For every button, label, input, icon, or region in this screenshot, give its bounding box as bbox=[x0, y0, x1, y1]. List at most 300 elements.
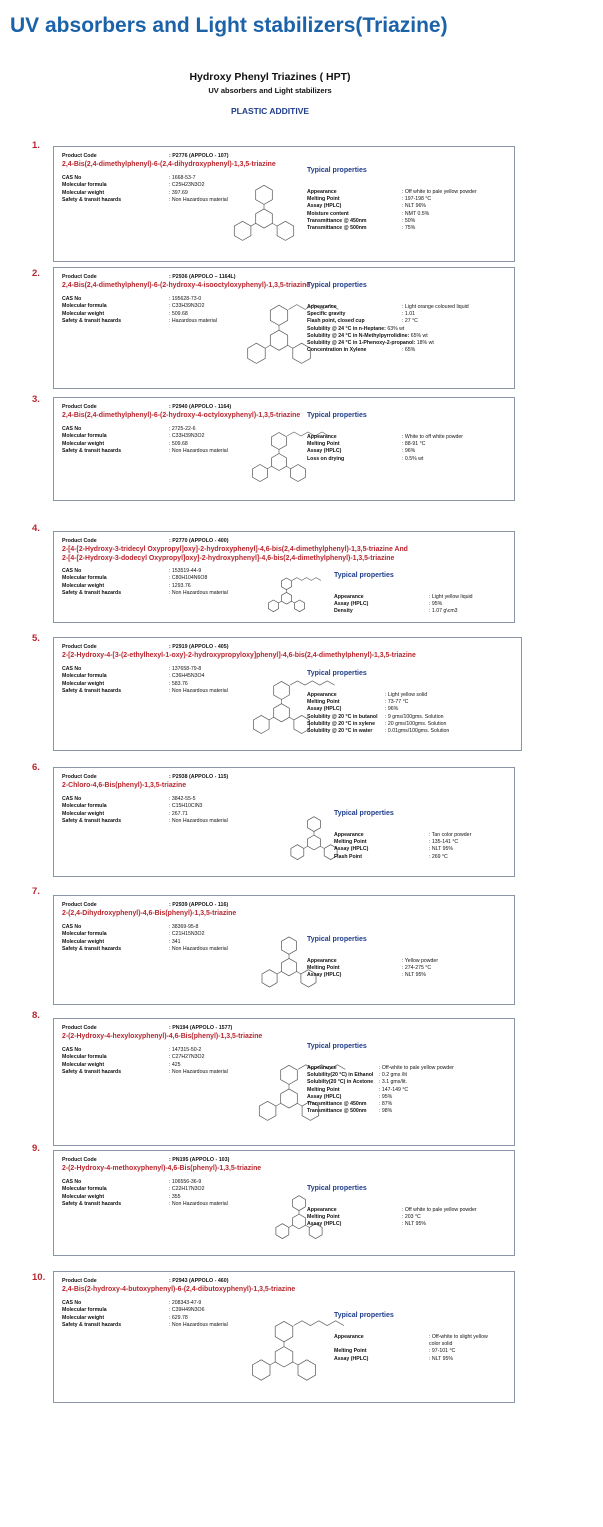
property-value: : 147-149 °C bbox=[379, 1086, 409, 1093]
formula-row bbox=[62, 673, 228, 680]
property-name: Melting Point bbox=[307, 196, 340, 203]
chemical-name: 2,4-Bis(2,4-dimethylphenyl)-6-(2,4-dihydroxyphenyl)-1,3,5-triazine bbox=[62, 161, 276, 168]
formula-row-label: Molecular formula bbox=[62, 182, 107, 189]
formula-row bbox=[62, 803, 228, 810]
safety-row-label: Safety & transit hazards bbox=[62, 1069, 122, 1076]
product-code-label: Product Code bbox=[62, 274, 97, 280]
property-name: Appearance bbox=[307, 189, 337, 195]
weight-row bbox=[62, 681, 228, 688]
property-row bbox=[307, 340, 469, 347]
product-card bbox=[53, 1271, 515, 1403]
product-code-label: Product Code bbox=[62, 404, 97, 410]
property-value: : 96% bbox=[402, 448, 416, 455]
product-code-label: Product Code bbox=[62, 1278, 97, 1284]
safety-row bbox=[62, 318, 217, 325]
formula-row-label: Molecular formula bbox=[62, 303, 107, 310]
property-row bbox=[307, 692, 449, 699]
weight-row-value: : 629.78 bbox=[169, 1314, 188, 1321]
phenyl-ring bbox=[268, 600, 278, 612]
cas-row-label: CAS No bbox=[62, 924, 82, 930]
property-value: : 3.1 gms/lit. bbox=[379, 1079, 407, 1086]
property-row bbox=[307, 1072, 454, 1079]
safety-row bbox=[62, 1201, 228, 1208]
safety-row-label: Safety & transit hazards bbox=[62, 818, 122, 825]
property-row bbox=[307, 1087, 454, 1094]
property-value: : 95% bbox=[379, 1093, 393, 1100]
product-number: 3. bbox=[32, 394, 40, 405]
product-number: 10. bbox=[32, 1272, 46, 1283]
formula-row bbox=[62, 931, 228, 938]
safety-row bbox=[62, 1322, 228, 1329]
property-name: Transmittance @ 450nm bbox=[307, 217, 367, 224]
property-row bbox=[307, 714, 449, 721]
property-name: Melting Point bbox=[307, 965, 340, 972]
property-name: Appearance bbox=[307, 304, 337, 310]
property-name: Assay (HPLC) bbox=[307, 1221, 342, 1228]
weight-row bbox=[62, 1315, 228, 1322]
product-code-value: : P2938 (APPOLO - 115) bbox=[169, 774, 229, 780]
property-value: : Tan color powder bbox=[429, 832, 472, 838]
product-code-value: : P2770 (APPOLO - 400) bbox=[169, 538, 229, 544]
weight-row-value: : 425 bbox=[169, 1061, 181, 1068]
property-row bbox=[307, 203, 477, 210]
property-row bbox=[307, 1207, 477, 1214]
property-row bbox=[307, 1221, 477, 1228]
property-value: : 50% bbox=[402, 217, 416, 224]
phenyl-ring bbox=[291, 465, 306, 482]
cas-row bbox=[62, 1300, 228, 1307]
product-code-value: : PN194 (APPOLO - 1577) bbox=[169, 1025, 233, 1031]
product-code-label: Product Code bbox=[62, 1025, 97, 1031]
product-number: 5. bbox=[32, 633, 40, 644]
phenyl-ring bbox=[276, 1224, 289, 1239]
safety-row-value: : Non Hazardous material bbox=[169, 946, 228, 953]
safety-row bbox=[62, 688, 228, 695]
product-code-value: : PN195 (APPOLO - 103) bbox=[169, 1157, 230, 1163]
formula-row-value: : C36H45N3O4 bbox=[169, 673, 205, 680]
safety-row bbox=[62, 946, 228, 953]
product-fields bbox=[62, 426, 228, 456]
product-card bbox=[53, 1018, 515, 1146]
typical-properties-list bbox=[307, 434, 463, 463]
typical-properties-title: Typical properties bbox=[307, 670, 367, 677]
safety-row bbox=[62, 197, 228, 204]
property-row bbox=[307, 211, 477, 218]
safety-row-value: : Non Hazardous material bbox=[169, 197, 228, 204]
formula-row bbox=[62, 433, 228, 440]
property-row bbox=[307, 448, 463, 455]
property-value: 65% wt bbox=[409, 332, 428, 339]
triazine-ring bbox=[282, 958, 297, 975]
property-row bbox=[307, 441, 463, 448]
weight-row bbox=[62, 1194, 228, 1201]
property-row bbox=[307, 196, 477, 203]
property-row bbox=[334, 1348, 488, 1355]
weight-row-value: : 397.69 bbox=[169, 189, 188, 196]
typical-properties-title: Typical properties bbox=[334, 810, 394, 817]
property-value: : Off-white to pale yellow powder bbox=[379, 1065, 454, 1071]
property-row bbox=[307, 1079, 454, 1086]
property-row bbox=[307, 333, 469, 340]
cas-row-label: CAS No bbox=[62, 568, 82, 574]
product-card bbox=[53, 397, 515, 501]
phenyl-ring bbox=[234, 221, 251, 240]
product-code-value: : P2936 (APPOLO – 1164L) bbox=[169, 274, 236, 280]
property-value: : 135-141 °C bbox=[429, 839, 459, 846]
chemical-name: 2,4-Bis(2-hydroxy-4-butoxyphenyl)-6-(2,4-dibutoxyphenyl)-1,3,5-triazine bbox=[62, 1286, 296, 1293]
safety-row bbox=[62, 590, 228, 597]
cas-row bbox=[62, 568, 228, 575]
safety-row-label: Safety & transit hazards bbox=[62, 1201, 122, 1208]
formula-row-value: : C22H17N3O2 bbox=[169, 1186, 205, 1193]
cas-row-value: : 3842-55-5 bbox=[169, 796, 196, 802]
product-card bbox=[53, 531, 515, 623]
triazine-ring bbox=[275, 1347, 293, 1367]
property-name: Melting Point bbox=[307, 699, 340, 706]
product-code-value: : P2919 (APPOLO - 405) bbox=[169, 644, 229, 650]
safety-row-label: Safety & transit hazards bbox=[62, 448, 122, 455]
formula-row-value: : C21H15N3O2 bbox=[169, 931, 205, 938]
property-value: : 73-77 °C bbox=[385, 699, 409, 706]
weight-row-label: Molecular weight bbox=[62, 938, 105, 945]
phenyl-ring bbox=[254, 715, 270, 733]
weight-row-label: Molecular weight bbox=[62, 1314, 105, 1321]
property-name: Solubility @ 20 °C in water bbox=[307, 728, 373, 735]
safety-row-label: Safety & transit hazards bbox=[62, 946, 122, 953]
property-row bbox=[334, 601, 473, 608]
formula-row-value: : C80H104N6O8 bbox=[169, 575, 208, 582]
property-name: Assay (HPLC) bbox=[334, 846, 369, 853]
typical-properties-list bbox=[307, 692, 449, 735]
property-row bbox=[334, 608, 473, 615]
property-name: Melting Point bbox=[307, 1086, 340, 1093]
formula-row-label: Molecular formula bbox=[62, 1186, 107, 1193]
safety-row-value: : Non Hazardous material bbox=[169, 1069, 228, 1076]
property-name: Appearance bbox=[334, 1334, 364, 1340]
safety-row-label: Safety & transit hazards bbox=[62, 590, 122, 597]
weight-row-value: : 1293.76 bbox=[169, 582, 191, 589]
safety-row-value: : Non Hazardous material bbox=[169, 688, 228, 695]
property-name: Assay (HPLC) bbox=[307, 972, 342, 979]
weight-row bbox=[62, 311, 217, 318]
property-name: Appearance bbox=[307, 1207, 337, 1213]
property-name: Solubility @ 24 °C in n-Heptane: bbox=[307, 325, 386, 332]
triazine-ring bbox=[256, 209, 273, 228]
property-name: Melting Point bbox=[334, 1348, 367, 1355]
formula-row bbox=[62, 1307, 228, 1314]
typical-properties-list bbox=[307, 958, 438, 980]
product-code-value: : P2943 (APPOLO - 460) bbox=[169, 1278, 229, 1284]
property-value: : Light orange coloured liquid bbox=[402, 304, 469, 310]
property-value: : Off-white to slight yellow bbox=[429, 1334, 488, 1340]
cas-row-label: CAS No bbox=[62, 796, 82, 802]
property-row bbox=[307, 434, 463, 441]
phenyl-ring bbox=[282, 937, 297, 954]
property-value: : NMT 0.5% bbox=[402, 210, 430, 217]
doc-category: PLASTIC ADDITIVE bbox=[230, 106, 310, 116]
formula-row-value: : C39H49N3O6 bbox=[169, 1307, 205, 1314]
weight-row-label: Molecular weight bbox=[62, 810, 105, 817]
property-value: : Light yellow liquid bbox=[429, 594, 473, 600]
product-card bbox=[53, 895, 515, 1005]
chemical-name: 2,4-Bis(2,4-dimethylphenyl)-6-(2-hydroxy-4-isooctyloxyphenyl)-1,3,5-triazine bbox=[62, 282, 311, 289]
chemical-name: 2-(2,4-Dihydroxyphenyl)-4,6-Bis(phenyl)-1,3,5-triazine bbox=[62, 910, 237, 917]
formula-row-value: : C33H39N3O2 bbox=[169, 433, 205, 440]
property-value: : 0.01gms/100gms. Solution bbox=[385, 728, 450, 735]
property-row bbox=[307, 1094, 454, 1101]
product-fields bbox=[62, 796, 228, 826]
typical-properties-list bbox=[307, 1207, 477, 1229]
property-value: : 1.01 bbox=[402, 311, 415, 318]
product-fields bbox=[62, 1179, 228, 1209]
chemical-structure bbox=[204, 169, 324, 259]
safety-row-label: Safety & transit hazards bbox=[62, 318, 122, 325]
cas-row-label: CAS No bbox=[62, 1300, 82, 1306]
product-number: 1. bbox=[32, 140, 40, 151]
phenyl-ring bbox=[281, 578, 291, 590]
phenyl-ring bbox=[291, 845, 304, 860]
property-row bbox=[307, 699, 449, 706]
property-name: Solubility(20 °C) in Ethanol bbox=[307, 1072, 374, 1079]
typical-properties-title: Typical properties bbox=[307, 1043, 367, 1050]
property-row bbox=[334, 1334, 488, 1341]
weight-row-label: Molecular weight bbox=[62, 440, 105, 447]
weight-row-value: : 509.68 bbox=[169, 310, 188, 317]
property-row bbox=[307, 225, 477, 232]
chemical-name: 2,4-Bis(2,4-dimethylphenyl)-6-(2-hydroxy-4-octyloxyphenyl)-1,3,5-triazine bbox=[62, 412, 301, 419]
cas-row-label: CAS No bbox=[62, 1179, 82, 1185]
triazine-ring bbox=[270, 330, 287, 350]
property-value: : Yellow powder bbox=[402, 958, 439, 964]
property-name: Transmittance @ 500nm bbox=[307, 1108, 367, 1115]
weight-row bbox=[62, 1062, 228, 1069]
phenyl-ring bbox=[248, 343, 266, 363]
product-card bbox=[53, 267, 515, 389]
product-fields bbox=[62, 1047, 228, 1077]
cas-row-value: : 147315-50-2 bbox=[169, 1047, 202, 1053]
property-name: Assay (HPLC) bbox=[307, 448, 342, 455]
phenyl-ring bbox=[295, 600, 305, 612]
property-name: Assay (HPLC) bbox=[307, 1093, 342, 1100]
typical-properties-title: Typical properties bbox=[334, 1312, 394, 1319]
property-value: : 0.2 gms /lit bbox=[379, 1072, 407, 1079]
triazine-ring bbox=[274, 704, 290, 722]
product-code-value: : P2776 (APPOLO - 107) bbox=[169, 153, 229, 159]
formula-row-label: Molecular formula bbox=[62, 803, 107, 810]
property-name: Flash Point bbox=[334, 853, 362, 860]
property-row bbox=[307, 189, 477, 196]
property-row bbox=[307, 1108, 454, 1115]
phenyl-ring bbox=[277, 221, 294, 240]
phenyl-ring bbox=[274, 681, 290, 699]
property-value: : 1.07 g\cm3 bbox=[429, 608, 458, 615]
phenyl-ring bbox=[262, 970, 277, 987]
property-value: color solid bbox=[429, 1341, 453, 1348]
phenyl-ring bbox=[272, 433, 287, 450]
property-row bbox=[307, 728, 449, 735]
typical-properties-list bbox=[334, 594, 473, 616]
chemical-name: 2-[2-Hydroxy-4-[3-(2-ethylhexyl-1-oxy)-2-hydroxypropyloxy]phenyl]-4,6-bis(2,4-dimethylphenyl)-1,3,5-triazine bbox=[62, 652, 416, 659]
phenyl-ring bbox=[308, 817, 321, 832]
chemical-name: 2-[4-[2-Hydroxy-3-tridecyl Oxypropyl]oxy]-2-hydroxyphenyl]-4,6-bis(2,4-dimethylphenyl)-1,3,5-triazine And bbox=[62, 546, 408, 553]
product-number: 8. bbox=[32, 1010, 40, 1021]
property-name: Assay (HPLC) bbox=[307, 706, 342, 713]
formula-row bbox=[62, 1054, 228, 1061]
formula-row-label: Molecular formula bbox=[62, 433, 107, 440]
formula-row bbox=[62, 1186, 228, 1193]
property-value: : 97-101 °C bbox=[429, 1348, 456, 1355]
cas-row bbox=[62, 666, 228, 673]
property-row bbox=[334, 594, 473, 601]
product-code-label: Product Code bbox=[62, 153, 97, 159]
property-value: : 9 gms/100gms. Solution bbox=[385, 713, 444, 720]
formula-row-label: Molecular formula bbox=[62, 931, 107, 938]
structure-drawing bbox=[204, 169, 324, 259]
formula-row bbox=[62, 575, 228, 582]
property-name: Solubility @ 20 °C in butanol bbox=[307, 713, 378, 720]
weight-row bbox=[62, 441, 228, 448]
cas-row-label: CAS No bbox=[62, 175, 82, 181]
property-name: Specific gravity bbox=[307, 311, 346, 318]
typical-properties-title: Typical properties bbox=[307, 1185, 367, 1192]
formula-row-value: : C33H39N3O2 bbox=[169, 303, 205, 310]
product-fields bbox=[62, 666, 228, 696]
property-name: Loss on drying bbox=[307, 455, 345, 462]
weight-row-label: Molecular weight bbox=[62, 582, 105, 589]
property-name: Transmittance @ 500nm bbox=[307, 225, 367, 232]
property-value: : 203 °C bbox=[402, 1214, 421, 1221]
property-name: Assay (HPLC) bbox=[334, 601, 369, 608]
phenyl-ring bbox=[293, 1196, 306, 1211]
property-name: Solubility @ 24 °C in 1-Phenoxy-2-propanol: bbox=[307, 340, 416, 347]
safety-row bbox=[62, 818, 228, 825]
phenyl-ring bbox=[298, 1360, 316, 1380]
property-row bbox=[334, 854, 471, 861]
property-value: : 75% bbox=[402, 225, 416, 232]
formula-row bbox=[62, 303, 217, 310]
weight-row-label: Molecular weight bbox=[62, 310, 105, 317]
phenyl-ring bbox=[270, 305, 287, 325]
phenyl-ring bbox=[281, 1065, 298, 1084]
property-name: Appearance bbox=[307, 958, 337, 964]
property-row bbox=[307, 1214, 477, 1221]
cas-row bbox=[62, 924, 228, 931]
property-value: : 20 gms/100gms. Solution bbox=[385, 720, 447, 727]
triazine-ring bbox=[281, 1089, 298, 1108]
weight-row-label: Molecular weight bbox=[62, 680, 105, 687]
property-value: : Off white to pale yellow powder bbox=[402, 189, 477, 195]
product-code-label: Product Code bbox=[62, 1157, 97, 1163]
alkyl-chain bbox=[294, 1321, 344, 1326]
product-code-label: Product Code bbox=[62, 774, 97, 780]
cas-row-label: CAS No bbox=[62, 1047, 82, 1053]
weight-row bbox=[62, 190, 228, 197]
cas-row-label: CAS No bbox=[62, 426, 82, 432]
phenyl-ring bbox=[275, 1321, 293, 1341]
typical-properties-title: Typical properties bbox=[307, 936, 367, 943]
property-name: Melting Point bbox=[334, 839, 367, 846]
property-name: Assay (HPLC) bbox=[334, 1355, 369, 1362]
property-value: : Off white to pale yellow powder bbox=[402, 1207, 477, 1213]
property-row bbox=[334, 846, 471, 853]
typical-properties-list bbox=[307, 304, 469, 354]
weight-row bbox=[62, 583, 228, 590]
property-value: : White to off white powder bbox=[402, 434, 464, 440]
doc-heading: Hydroxy Phenyl Triazines ( HPT) bbox=[189, 71, 351, 83]
phenyl-ring bbox=[253, 465, 268, 482]
triazine-ring bbox=[272, 454, 287, 471]
property-value: : 96% bbox=[385, 706, 399, 713]
weight-row bbox=[62, 811, 228, 818]
typical-properties-title: Typical properties bbox=[307, 412, 367, 419]
chemical-name-alt: 2-[4-[2-Hydroxy-3-dodecyl Oxypropyl]oxy]-2-hydroxyphenyl]-4,6-bis(2,4-dimethylphenyl)-1,3,5-triazine bbox=[62, 555, 395, 562]
cas-row-value: : 195628-73-0 bbox=[169, 296, 202, 302]
property-name: Concentration in Xylene bbox=[307, 347, 367, 354]
product-code-label: Product Code bbox=[62, 644, 97, 650]
property-row bbox=[307, 311, 469, 318]
product-number: 6. bbox=[32, 762, 40, 773]
weight-row-value: : 267.71 bbox=[169, 810, 188, 817]
product-fields bbox=[62, 924, 228, 954]
safety-row-value: : Non Hazardous material bbox=[169, 448, 228, 455]
cas-row-label: CAS No bbox=[62, 666, 82, 672]
property-value: : 98% bbox=[379, 1108, 393, 1115]
triazine-ring bbox=[281, 592, 291, 604]
product-card bbox=[53, 767, 515, 877]
weight-row-label: Molecular weight bbox=[62, 1061, 105, 1068]
product-number: 4. bbox=[32, 523, 40, 534]
property-name: Assay (HPLC) bbox=[307, 203, 342, 210]
weight-row-label: Molecular weight bbox=[62, 1193, 105, 1200]
property-value: : 27 °C bbox=[402, 318, 418, 325]
safety-row bbox=[62, 1069, 228, 1076]
phenyl-ring bbox=[252, 1360, 270, 1380]
property-name: Moisture content bbox=[307, 210, 349, 217]
product-code-label: Product Code bbox=[62, 538, 97, 544]
formula-row-label: Molecular formula bbox=[62, 1054, 107, 1061]
product-code-label: Product Code bbox=[62, 902, 97, 908]
property-value: : 274-275 °C bbox=[402, 965, 432, 972]
product-number: 7. bbox=[32, 886, 40, 897]
property-value: 18% wt bbox=[415, 340, 434, 347]
property-value: : NLT 96% bbox=[402, 203, 427, 210]
property-value: : 269 °C bbox=[429, 853, 448, 860]
property-row bbox=[334, 1341, 488, 1348]
property-name: Density bbox=[334, 608, 353, 615]
typical-properties-title: Typical properties bbox=[307, 167, 367, 174]
property-value: 63% wt bbox=[385, 325, 405, 332]
safety-row-value: : Non Hazardous material bbox=[169, 818, 228, 825]
phenyl-ring bbox=[256, 185, 273, 204]
property-value: : NLT 95% bbox=[402, 1221, 427, 1228]
property-row bbox=[307, 456, 463, 463]
property-row bbox=[307, 721, 449, 728]
chemical-name: 2-(2-Hydroxy-4-methoxyphenyl)-4,6-Bis(phenyl)-1,3,5-triazine bbox=[62, 1165, 262, 1172]
formula-row bbox=[62, 182, 228, 189]
safety-row-label: Safety & transit hazards bbox=[62, 688, 122, 695]
property-name: Appearance bbox=[307, 434, 337, 440]
product-number: 2. bbox=[32, 268, 40, 279]
formula-row-label: Molecular formula bbox=[62, 575, 107, 582]
property-name: Melting Point bbox=[307, 441, 340, 448]
cas-row bbox=[62, 296, 217, 303]
property-row bbox=[307, 965, 438, 972]
property-name: Flash point, closed cup bbox=[307, 318, 365, 325]
weight-row-value: : 355 bbox=[169, 1193, 181, 1200]
typical-properties-title: Typical properties bbox=[334, 572, 394, 579]
formula-row-label: Molecular formula bbox=[62, 1307, 107, 1314]
property-value: : Light yellow solid bbox=[385, 692, 428, 698]
